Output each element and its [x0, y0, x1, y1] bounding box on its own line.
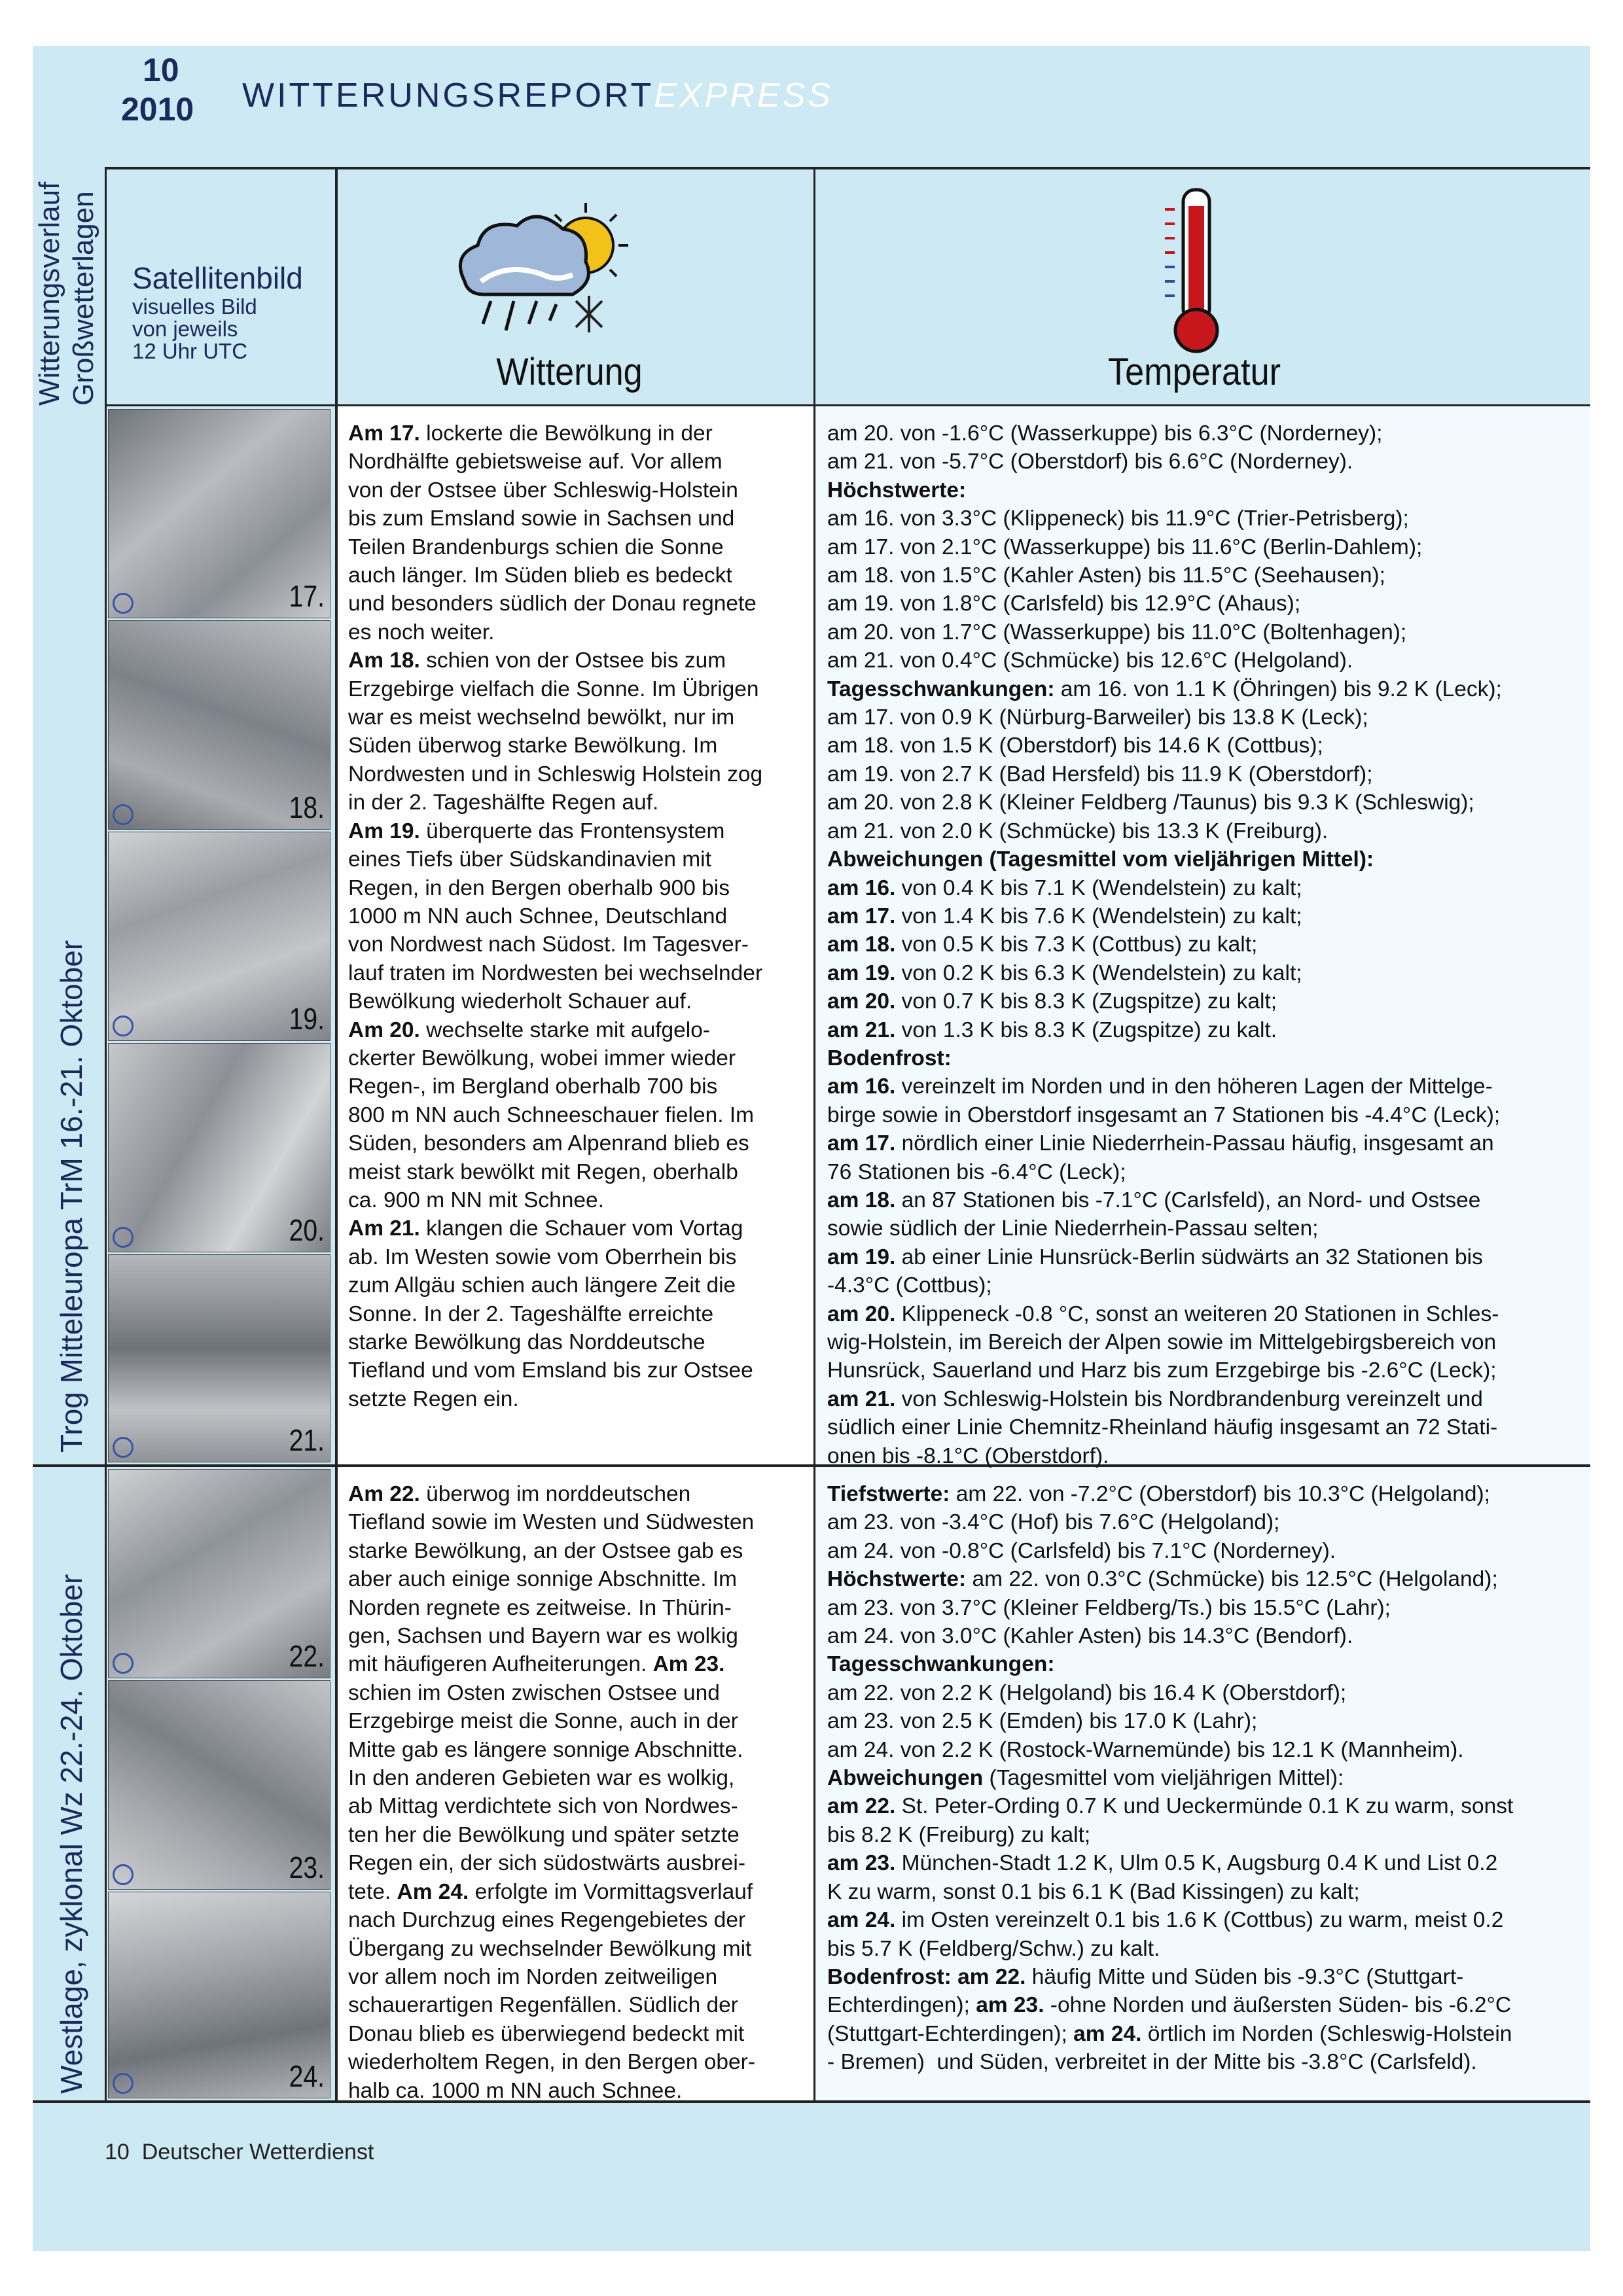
dwd-logo-icon [113, 804, 134, 825]
section-period-label: Westlage, zyklonal Wz 22.-24. Oktober [54, 1574, 88, 2094]
text-line: am 24. von 3.0°C (Kahler Asten) bis 14.3°C (Bendorf). [827, 1624, 1353, 1649]
text-line: Tagesschwankungen: am 16. von 1.1 K (Öhringen) bis 9.2 K (Leck); [827, 677, 1502, 701]
text-line: - Bremen) und Süden, verbreitet in der Mitte bis -3.8°C (Carlsfeld). [827, 2050, 1477, 2075]
text-line: am 18. von 1.5 K (Oberstdorf) bis 14.6 K (Cottbus); [827, 733, 1323, 758]
text-line: Tagesschwankungen: [827, 1652, 1055, 1677]
text-line: Am 21. klangen die Schauer vom Vortag [348, 1216, 743, 1241]
text-line: Tiefstwerte: am 22. von -7.2°C (Oberstdorf) bis 10.3°C (Helgoland); [827, 1482, 1490, 1506]
text-line: mit häufigeren Aufheiterungen. Am 23. [348, 1652, 725, 1677]
footer-page-number: 10 [105, 2140, 130, 2164]
text-line: schien im Osten zwischen Ostsee und [348, 1680, 720, 1705]
text-line: Am 17. lockerte die Bewölkung in der [348, 421, 713, 446]
text-line: am 23. München-Stadt 1.2 K, Ulm 0.5 K, Augsburg 0.4 K und List 0.2 [827, 1851, 1498, 1876]
text-line: und besonders südlich der Donau regnete [348, 592, 757, 616]
text-line: K zu warm, sonst 0.1 bis 6.1 K (Bad Kissingen) zu kalt; [827, 1879, 1360, 1904]
text-line: Süden überwog starke Bewölkung. Im [348, 733, 718, 758]
text-line: südlich einer Linie Chemnitz-Rheinland häufig insgesamt an 72 Stati- [827, 1415, 1498, 1440]
text-line: am 24. von 2.2 K (Rostock-Warnemünde) bis 12.1 K (Mannheim). [827, 1737, 1464, 1762]
text-line: Sonne. In der 2. Tageshälfte erreichte [348, 1301, 714, 1326]
text-line: am 20. Klippeneck -0.8 °C, sonst an weiteren 20 Stationen in Schles- [827, 1301, 1499, 1326]
satellite-day-label: 19. [289, 1002, 325, 1036]
satellite-image [108, 1043, 330, 1252]
text-line: am 24. von -0.8°C (Carlsfeld) bis 7.1°C (Norderney). [827, 1538, 1336, 1563]
text-line: schauerartigen Regenfällen. Südlich der [348, 1993, 738, 2018]
temperatur-text [827, 419, 1502, 1470]
sat-column-line [335, 167, 338, 2102]
text-line: am 22. St. Peter-Ording 0.7 K und Ueckermünde 0.1 K zu warm, sonst [827, 1794, 1514, 1819]
text-line: bis 5.7 K (Feldberg/Schw.) zu kalt. [827, 1936, 1160, 1961]
text-line: am 16. vereinzelt im Norden und in den höheren Lagen der Mittelge- [827, 1074, 1493, 1099]
text-line: am 20. von 0.7 K bis 8.3 K (Zugspitze) zu kalt; [827, 989, 1277, 1014]
text-line: Am 22. überwog im norddeutschen [348, 1482, 691, 1506]
text-line: am 19. von 1.8°C (Carlsfeld) bis 12.9°C (Ahaus); [827, 592, 1301, 616]
text-line: (Stuttgart-Echterdingen); am 24. örtlich im Norden (Schleswig-Holstein [827, 2021, 1512, 2046]
temperatur-column-title: Temperatur [1107, 351, 1281, 393]
text-line: birge sowie in Oberstdorf insgesamt an 7 Stationen bis -4.4°C (Leck); [827, 1103, 1501, 1127]
text-line: Bodenfrost: [827, 1046, 952, 1070]
text-line: am 17. nördlich einer Linie Niederrhein-Passau häufig, insgesamt an [827, 1131, 1494, 1156]
text-line: Regen ein, der sich südostwärts ausbrei- [348, 1851, 746, 1876]
text-line: onen bis -8.1°C (Oberstdorf). [827, 1443, 1109, 1468]
text-line: tete. Am 24. erfolgte im Vormittagsverlauf [348, 1879, 753, 1904]
text-line: am 23. von 3.7°C (Kleiner Feldberg/Ts.) bis 15.5°C (Lahr); [827, 1595, 1391, 1620]
title-express: EXPRESS [654, 77, 833, 115]
text-line: gen, Sachsen und Bayern war es wolkig [348, 1624, 738, 1649]
text-line: -4.3°C (Cottbus); [827, 1273, 992, 1298]
text-line: es noch weiter. [348, 620, 495, 645]
text-line: am 17. von 1.4 K bis 7.6 K (Wendelstein) zu kalt; [827, 904, 1302, 928]
text-line: vor allem noch im Norden zeitweiligen [348, 1964, 718, 1989]
text-line: am 19. von 2.7 K (Bad Hersfeld) bis 11.9 K (Oberstdorf); [827, 762, 1373, 786]
witterung-text [348, 1480, 755, 2105]
footer-publisher: Deutscher Wetterdienst [141, 2140, 374, 2164]
text-line: auch länger. Im Süden blieb es bedeckt [348, 563, 732, 588]
text-line: 76 Stationen bis -6.4°C (Leck); [827, 1159, 1126, 1184]
text-line: nach Durchzug eines Regengebietes der [348, 1908, 746, 1933]
witterungsverlauf-label: Witterungsverlauf [33, 181, 65, 406]
satellite-sub-line: von jeweils [132, 317, 238, 341]
text-line: von der Ostsee über Schleswig-Holstein [348, 478, 738, 503]
table-bottom-line [33, 2100, 1590, 2103]
text-line: 800 m NN auch Schneeschauer fielen. Im [348, 1103, 755, 1127]
text-line: Regen, in den Bergen oberhalb 900 bis [348, 875, 730, 900]
text-line: Bodenfrost: am 22. häufig Mitte und Süden bis -9.3°C (Stuttgart- [827, 1964, 1464, 1989]
text-line: am 21. von -5.7°C (Oberstdorf) bis 6.6°C (Norderney). [827, 450, 1353, 474]
issue-year: 2010 [121, 91, 194, 128]
dwd-logo-icon [113, 2073, 134, 2094]
text-line: am 21. von 1.3 K bis 8.3 K (Zugspitze) zu kalt. [827, 1017, 1277, 1042]
text-line: von Nordwest nach Südost. Im Tagesver- [348, 932, 749, 957]
dwd-logo-icon [113, 1016, 134, 1036]
satellite-image [108, 1892, 330, 2098]
text-line: am 18. an 87 Stationen bis -7.1°C (Carlsfeld), an Nord- und Ostsee [827, 1188, 1481, 1212]
issue-number: 10 [143, 52, 179, 88]
text-line: Tiefland sowie im Westen und Südwesten [348, 1510, 755, 1535]
text-line: am 20. von 1.7°C (Wasserkuppe) bis 11.0°C (Boltenhagen); [827, 620, 1407, 645]
text-line: Übergang zu wechselnder Bewölkung mit [348, 1936, 752, 1961]
satellite-day-label: 22. [289, 1639, 325, 1673]
text-line: Erzgebirge vielfach die Sonne. Im Übrigen [348, 677, 759, 701]
temperatur-text [827, 1480, 1513, 2077]
satellite-day-label: 18. [289, 790, 325, 824]
page-footer [105, 2140, 374, 2165]
text-line: am 21. von 2.0 K (Schmücke) bis 13.3 K (Freiburg). [827, 819, 1329, 843]
text-line: In den anderen Gebieten war es wolkig, [348, 1766, 735, 1791]
text-line: bis zum Emsland sowie in Sachsen und [348, 506, 735, 531]
satellite-day-label: 17. [289, 579, 325, 613]
text-line: Am 18. schien von der Ostsee bis zum [348, 648, 726, 673]
text-line: wig-Holstein, im Bereich der Alpen sowie im Mittelgebirgsbereich von [827, 1330, 1497, 1354]
grosswetterlagen-label: Großwetterlagen [67, 191, 99, 406]
text-line: am 21. von 0.4°C (Schmücke) bis 12.6°C (Helgoland). [827, 648, 1353, 673]
text-line: sowie südlich der Linie Niederrhein-Passau selten; [827, 1216, 1319, 1241]
text-line: halb ca. 1000 m NN auch Schnee. [348, 2078, 683, 2103]
witterung-column-title: Witterung [496, 351, 643, 393]
text-line: am 19. ab einer Linie Hunsrück-Berlin südwärts an 32 Stationen bis [827, 1245, 1483, 1269]
text-line: am 17. von 2.1°C (Wasserkuppe) bis 11.6°C (Berlin-Dahlem); [827, 535, 1423, 559]
satellite-image [108, 832, 330, 1041]
text-line: Nordhälfte gebietsweise auf. Vor allem [348, 450, 722, 474]
text-line: Hunsrück, Sauerland und Harz bis zum Erzgebirge bis -2.6°C (Leck); [827, 1358, 1497, 1383]
text-line: Bewölkung wiederholt Schauer auf. [348, 989, 692, 1014]
title-main: WITTERUNGSREPORT [242, 77, 654, 115]
dwd-logo-icon [113, 1437, 134, 1458]
text-line: Regen-, im Bergland oberhalb 700 bis [348, 1074, 718, 1099]
satellite-column-sub [132, 296, 257, 362]
text-line: am 23. von -3.4°C (Hof) bis 7.6°C (Helgoland); [827, 1510, 1280, 1535]
thermometer-icon [1145, 183, 1243, 360]
satellite-sub-line: visuelles Bild [132, 294, 257, 319]
text-line: starke Bewölkung, an der Ostsee gab es [348, 1538, 743, 1563]
satellite-sub-line: 12 Uhr UTC [132, 339, 248, 363]
text-line: Höchstwerte: [827, 478, 967, 503]
text-line: lauf traten im Nordwesten bei wechselnder [348, 961, 763, 985]
text-line: Erzgebirge meist die Sonne, auch in der [348, 1709, 738, 1734]
text-line: aber auch einige sonnige Abschnitte. Im [348, 1567, 738, 1592]
text-line: Am 20. wechselte starke mit aufgelo- [348, 1017, 710, 1042]
text-line: Norden regnete es zeitweise. In Thürin- [348, 1595, 732, 1620]
text-line: am 16. von 0.4 K bis 7.1 K (Wendelstein) zu kalt; [827, 875, 1302, 900]
header-top-line [105, 167, 1590, 169]
witterung-column-line [813, 167, 815, 2102]
text-line: am 16. von 3.3°C (Klippeneck) bis 11.9°C (Trier-Petrisberg); [827, 506, 1409, 531]
satellite-image [108, 1680, 330, 1890]
dwd-logo-icon [113, 593, 134, 614]
text-line: ckerter Bewölkung, wobei immer wieder [348, 1046, 736, 1070]
text-line: Teilen Brandenburgs schien die Sonne [348, 535, 724, 559]
text-line: Süden, besonders am Alpenrand blieb es [348, 1131, 749, 1156]
text-line: am 19. von 0.2 K bis 6.3 K (Wendelstein) zu kalt; [827, 961, 1302, 985]
text-line: setzte Regen ein. [348, 1386, 519, 1411]
dwd-logo-icon [113, 1864, 134, 1885]
text-line: am 23. von 2.5 K (Emden) bis 17.0 K (Lahr); [827, 1709, 1258, 1734]
text-line: in der 2. Tageshälfte Regen auf. [348, 790, 659, 815]
text-line: meist stark bewölkt mit Regen, oberhalb [348, 1159, 738, 1184]
text-line: war es meist wechselnd bewölkt, nur im [348, 705, 735, 730]
text-line: 1000 m NN auch Schnee, Deutschland [348, 904, 728, 928]
text-line: wiederholtem Regen, in den Bergen ober- [348, 2050, 755, 2075]
text-line: Höchstwerte: am 22. von 0.3°C (Schmücke) bis 12.5°C (Helgoland); [827, 1567, 1498, 1592]
text-line: am 20. von -1.6°C (Wasserkuppe) bis 6.3°C (Norderney); [827, 421, 1383, 446]
text-line: bis 8.2 K (Freiburg) zu kalt; [827, 1822, 1091, 1847]
text-line: eines Tiefs über Südskandinavien mit [348, 847, 711, 872]
text-line: Echterdingen); am 23. -ohne Norden und äußersten Süden- bis -6.2°C [827, 1993, 1512, 2018]
text-line: Abweichungen (Tagesmittel vom vieljährigen Mittel): [827, 847, 1374, 872]
satellite-image [108, 1254, 330, 1462]
text-line: ab. Im Westen sowie vom Oberrhein bis [348, 1245, 737, 1269]
text-line: am 17. von 0.9 K (Nürburg-Barweiler) bis 13.8 K (Leck); [827, 705, 1368, 730]
satellite-day-label: 20. [289, 1213, 325, 1247]
text-line: am 18. von 1.5°C (Kahler Asten) bis 11.5°C (Seehausen); [827, 563, 1385, 588]
left-column-line [105, 167, 107, 2102]
text-line: am 24. im Osten vereinzelt 0.1 bis 1.6 K (Cottbus) zu warm, meist 0.2 [827, 1908, 1504, 1933]
satellite-day-label: 21. [289, 1423, 325, 1457]
text-line: am 20. von 2.8 K (Kleiner Feldberg /Taunus) bis 9.3 K (Schleswig); [827, 790, 1474, 815]
text-line: am 22. von 2.2 K (Helgoland) bis 16.4 K (Oberstdorf); [827, 1680, 1347, 1705]
satellite-image [108, 1469, 330, 1678]
text-line: Donau blieb es überwiegend bedeckt mit [348, 2021, 745, 2046]
header-bottom-line [105, 404, 1590, 406]
report-title [242, 79, 833, 113]
text-line: Am 19. überquerte das Frontensystem [348, 819, 725, 843]
satellite-day-label: 23. [289, 1850, 325, 1884]
dwd-logo-icon [113, 1227, 134, 1248]
section-period-label: Trog Mitteleuropa TrM 16.-21. Oktober [54, 940, 88, 1453]
text-line: am 21. von Schleswig-Holstein bis Nordbrandenburg vereinzelt und [827, 1386, 1483, 1411]
satellite-image [108, 620, 330, 830]
satellite-image [108, 409, 330, 618]
satellite-day-label: 24. [289, 2059, 325, 2093]
text-line: Nordwesten und in Schleswig Holstein zog [348, 762, 763, 786]
text-line: ten her die Bewölkung und später setzte [348, 1822, 740, 1847]
text-line: starke Bewölkung das Norddeutsche [348, 1330, 705, 1354]
satellite-column-title: Satellitenbild [132, 261, 303, 295]
text-line: am 18. von 0.5 K bis 7.3 K (Cottbus) zu kalt; [827, 932, 1258, 957]
text-line: Tiefland und vom Emsland bis zur Ostsee [348, 1358, 753, 1383]
text-line: Mitte gab es längere sonnige Abschnitte. [348, 1737, 743, 1762]
dwd-logo-icon [113, 1653, 134, 1674]
witterung-text [348, 419, 762, 1413]
text-line: ab Mittag verdichtete sich von Nordwes- [348, 1794, 738, 1819]
cloud-sun-icon [445, 183, 641, 353]
text-line: Abweichungen (Tagesmittel vom vieljährigen Mittel): [827, 1766, 1344, 1791]
text-line: ca. 900 m NN mit Schnee. [348, 1188, 604, 1212]
text-line: zum Allgäu schien auch längere Zeit die [348, 1273, 736, 1298]
